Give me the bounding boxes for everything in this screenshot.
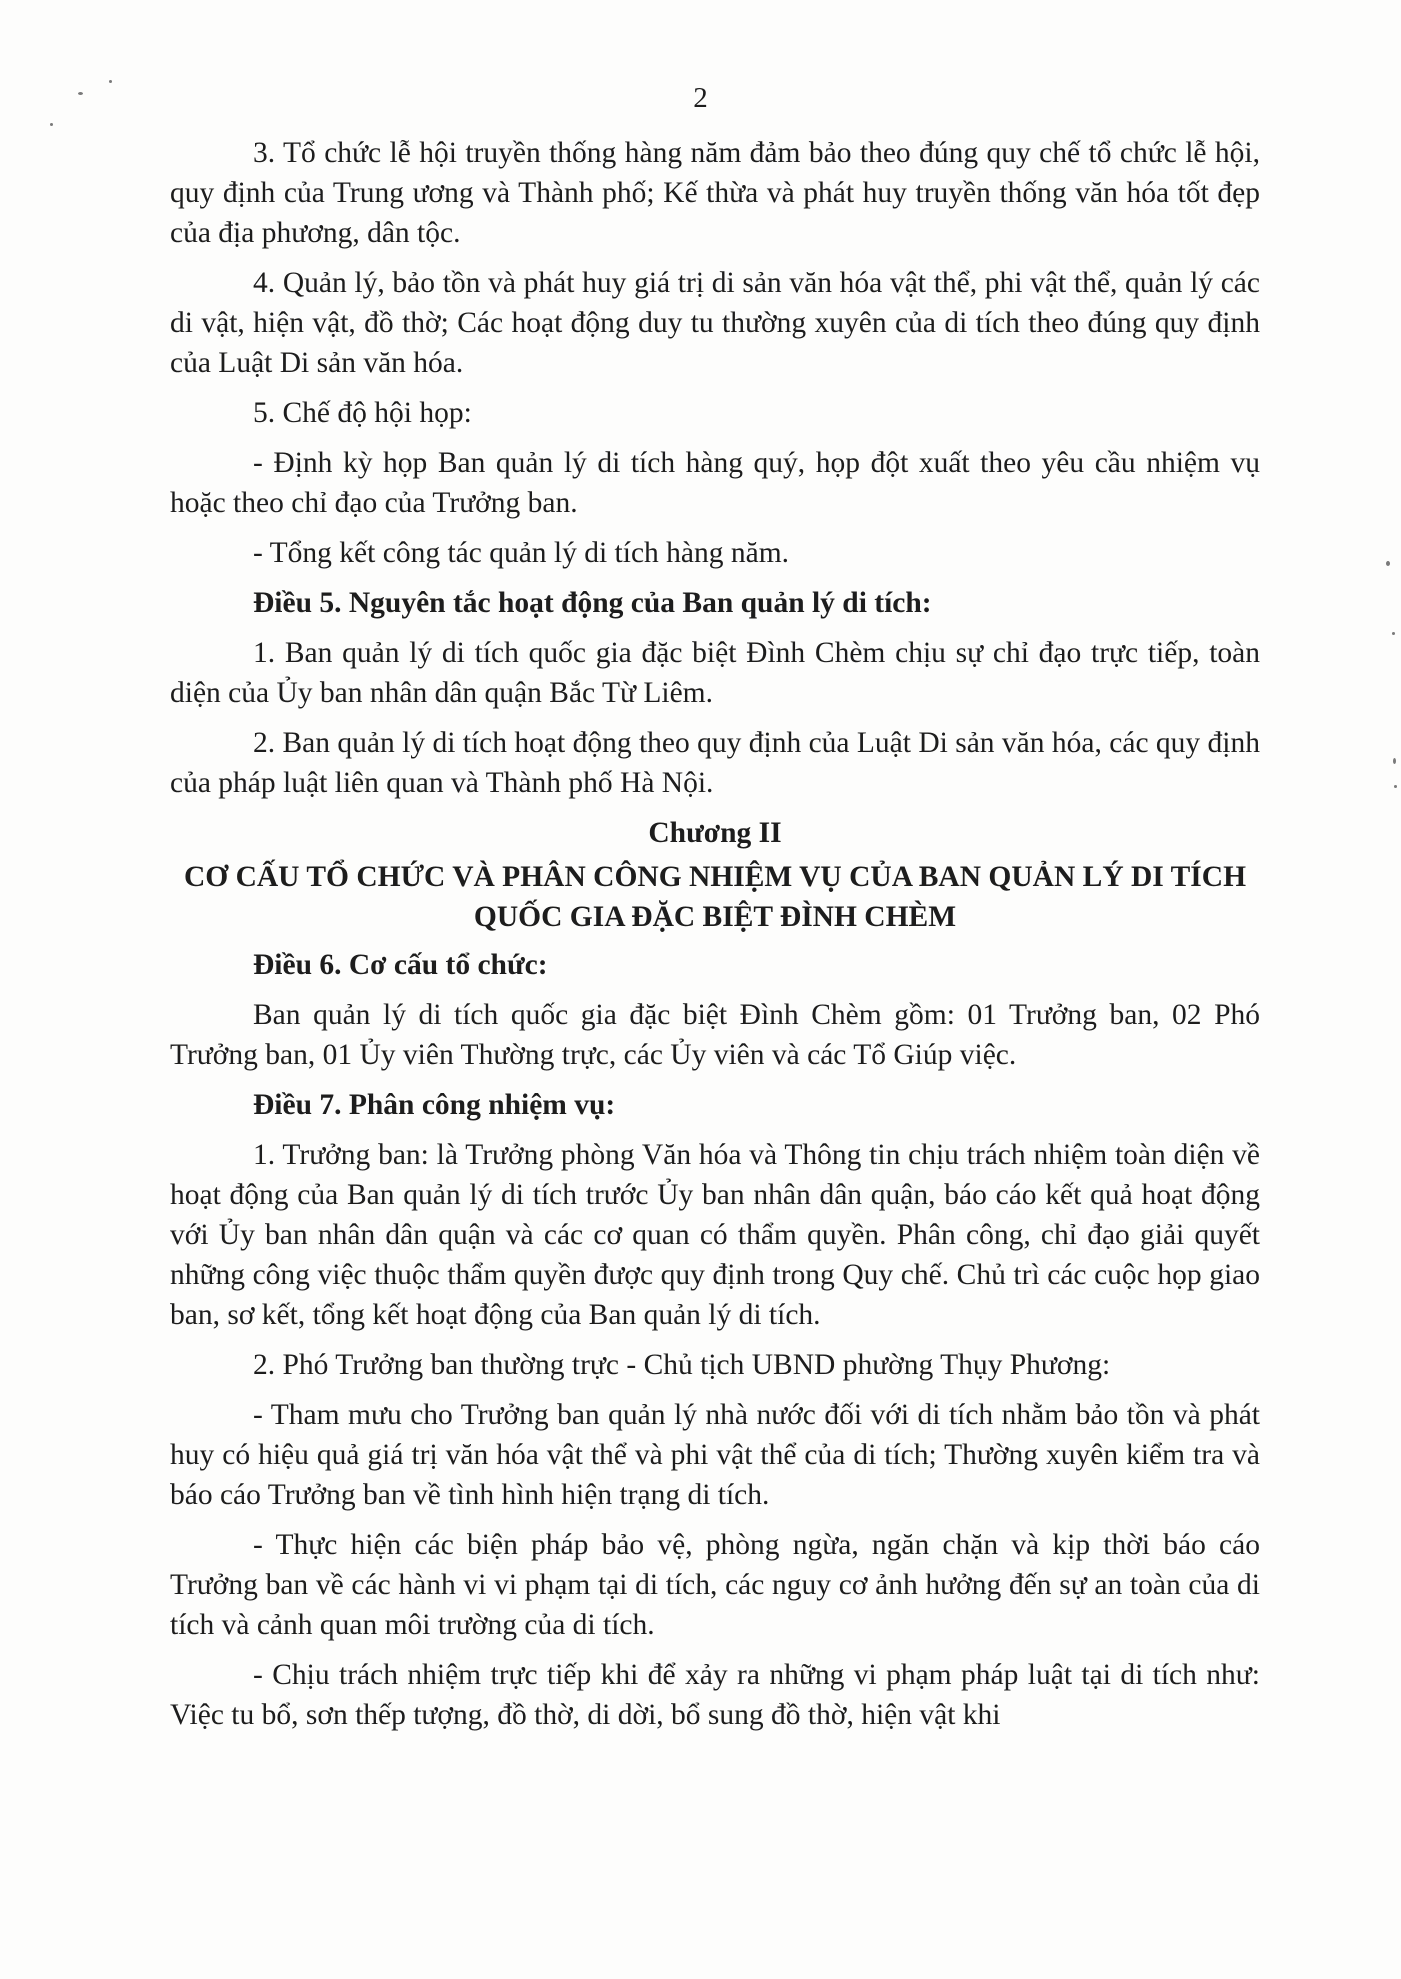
page-number: 2 [693, 82, 708, 114]
chapter-name: CƠ CẤU TỔ CHỨC VÀ PHÂN CÔNG NHIỆM VỤ CỦA BAN QUẢN LÝ DI TÍCH QUỐC GIA ĐẶC BIỆT ĐÌNH CHÈM [183, 861, 1247, 933]
scan-speck [1393, 758, 1396, 764]
article-7-paragraph: 2. Phó Trưởng ban thường trực - Chủ tịch UBND phường Thụy Phương: [253, 1349, 1111, 1381]
article-7-heading: Điều 7. Phân công nhiệm vụ: [253, 1089, 616, 1121]
scan-speck [1392, 632, 1395, 635]
article-7-paragraph: - Thực hiện các biện pháp bảo vệ, phòng ngừa, ngăn chặn và kịp thời báo cáo Trưởng ban về các hành vi vi phạm tại di tích, các nguy cơ ảnh hưởng đến sự an toàn của di tích và cảnh quan môi trường của di tích. [170, 1529, 1260, 1641]
scan-speck [1394, 785, 1397, 788]
article-5-paragraph: 1. Ban quản lý di tích quốc gia đặc biệt Đình Chèm chịu sự chỉ đạo trực tiếp, toàn diện của Ủy ban nhân dân quận Bắc Từ Liêm. [170, 637, 1260, 709]
paragraph-item-3: 3. Tổ chức lễ hội truyền thống hàng năm đảm bảo theo đúng quy chế tổ chức lễ hội, quy định của Trung ương và Thành phố; Kế thừa và phát huy truyền thống văn hóa tốt đẹp của địa phương, dân tộc. [170, 137, 1260, 249]
document-body [170, 133, 1260, 1745]
chapter-title: Chương II [648, 817, 782, 849]
scan-speck [1386, 561, 1390, 566]
article-6-paragraph: Ban quản lý di tích quốc gia đặc biệt Đình Chèm gồm: 01 Trưởng ban, 02 Phó Trưởng ban, 01 Ủy viên Thường trực, các Ủy viên và các Tổ Giúp việc. [170, 999, 1260, 1071]
article-7-paragraph: 1. Trưởng ban: là Trưởng phòng Văn hóa và Thông tin chịu trách nhiệm toàn diện về hoạt động của Ban quản lý di tích trước Ủy ban nhân dân quận, báo cáo kết quả hoạt động với Ủy ban nhân dân quận và các cơ quan có thẩm quyền. Phân công, chỉ đạo giải quyết những công việc thuộc thẩm quyền được quy định trong Quy chế. Chủ trì các cuộc họp giao ban, sơ kết, tổng kết hoạt động của Ban quản lý di tích. [170, 1139, 1260, 1331]
article-6-heading: Điều 6. Cơ cấu tổ chức: [253, 949, 548, 981]
paragraph-annual-review: - Tổng kết công tác quản lý di tích hàng năm. [253, 537, 790, 569]
paragraph-item-5: 5. Chế độ hội họp: [253, 397, 472, 429]
paragraph-item-4: 4. Quản lý, bảo tồn và phát huy giá trị di sản văn hóa vật thể, phi vật thể, quản lý các di vật, hiện vật, đồ thờ; Các hoạt động duy tu thường xuyên của di tích theo đúng quy định của Luật Di sản văn hóa. [170, 267, 1260, 379]
article-7-paragraph: - Chịu trách nhiệm trực tiếp khi để xảy ra những vi phạm pháp luật tại di tích như: Việc tu bổ, sơn thếp tượng, đồ thờ, di dời, bổ sung đồ thờ, hiện vật khi [170, 1659, 1260, 1731]
article-5-heading: Điều 5. Nguyên tắc hoạt động của Ban quản lý di tích: [253, 587, 932, 619]
article-5-paragraph: 2. Ban quản lý di tích hoạt động theo quy định của Luật Di sản văn hóa, các quy định của pháp luật liên quan và Thành phố Hà Nội. [170, 727, 1260, 799]
paragraph-meeting-schedule: - Định kỳ họp Ban quản lý di tích hàng quý, họp đột xuất theo yêu cầu nhiệm vụ hoặc theo chỉ đạo của Trưởng ban. [170, 447, 1260, 519]
scan-speck [50, 123, 53, 126]
article-7-paragraph: - Tham mưu cho Trưởng ban quản lý nhà nước đối với di tích nhằm bảo tồn và phát huy có hiệu quả giá trị văn hóa vật thể và phi vật thể của di tích; Thường xuyên kiểm tra và báo cáo Trưởng ban về tình hình hiện trạng di tích. [170, 1399, 1260, 1511]
